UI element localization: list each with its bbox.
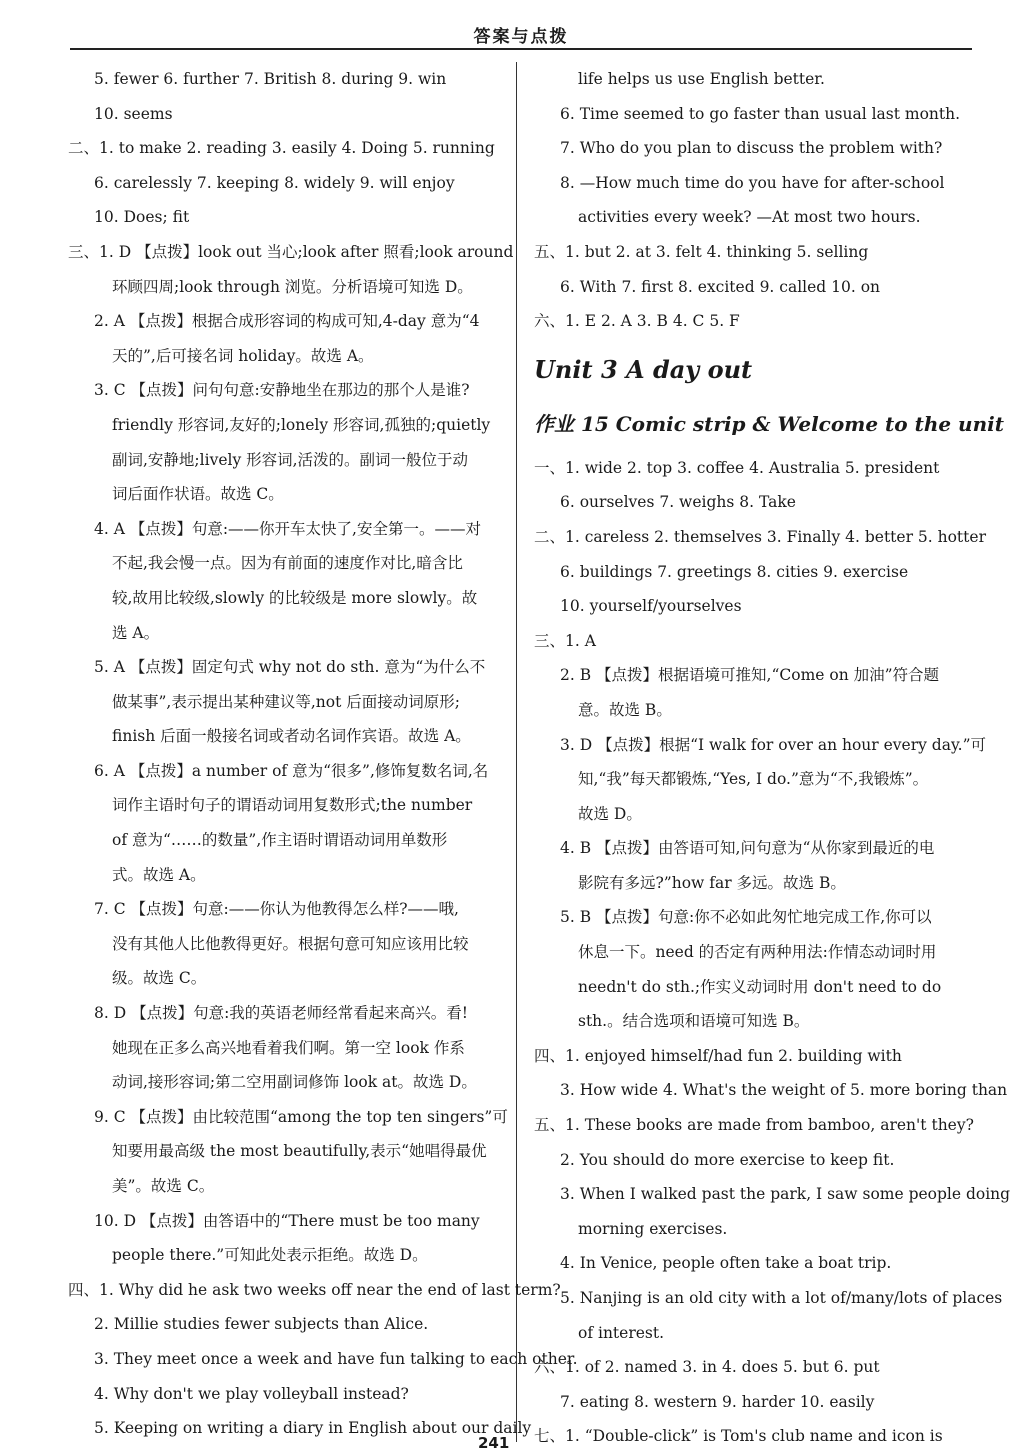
right-column-top-answers <box>534 62 974 339</box>
answer-line: 6. buildings 7. greetings 8. cities 9. exercise <box>560 562 909 581</box>
answer-line: 意。故选 B。 <box>578 700 672 719</box>
answer-line: 8. —How much time do you have for after-school <box>560 173 945 192</box>
answer-line: 三、1. D 【点拨】look out 当心;look after 照看;look around <box>68 242 514 261</box>
answer-line: 副词,安静地;lively 形容词,活泼的。副词一般位于动 <box>112 450 469 469</box>
answer-line: 二、1. to make 2. reading 3. easily 4. Doing 5. running <box>68 139 495 158</box>
unit-title: Unit 3 A day out <box>534 354 753 384</box>
answer-line: life helps us use English better. <box>578 70 825 88</box>
answer-line: 式。故选 A。 <box>112 865 206 884</box>
answer-line: 4. In Venice, people often take a boat trip. <box>560 1254 892 1273</box>
answer-line: 选 A。 <box>112 623 160 642</box>
answer-line: 5. A 【点拨】固定句式 why not do sth. 意为“为什么不 <box>94 658 486 677</box>
answer-line: 6. Time seemed to go faster than usual last month. <box>560 104 961 123</box>
answer-line: 级。故选 C。 <box>112 969 207 988</box>
answer-line: 4. B 【点拨】由答语可知,问句意为“从你家到最近的电 <box>560 839 935 858</box>
answer-line: 五、1. but 2. at 3. felt 4. thinking 5. selling <box>534 242 869 261</box>
answer-line: 天的”,后可接名词 holiday。故选 A。 <box>112 346 374 365</box>
answer-line: 没有其他人比他教得更好。根据句意可知应该用比较 <box>112 934 469 953</box>
answer-line: 5. Keeping on writing a diary in English about our daily <box>94 1419 532 1438</box>
answer-line: 6. A 【点拨】a number of 意为“很多”,修饰复数名词,名 <box>94 761 489 780</box>
answer-line: 10. D 【点拨】由答语中的“There must be too many <box>94 1211 480 1230</box>
answer-line: activities every week? —At most two hours. <box>578 208 921 227</box>
answer-line: 动词,接形容词;第二空用副词修饰 look at。故选 D。 <box>112 1073 477 1092</box>
column-divider <box>516 62 517 1442</box>
answer-line: 3. C 【点拨】问句句意:安静地坐在那边的那个人是谁? <box>94 381 470 400</box>
answer-line: 5. B 【点拨】句意:你不必如此匆忙地完成工作,你可以 <box>560 908 932 927</box>
answer-line: 七、1. “Double-click” is Tom's club name and icon is <box>534 1427 943 1446</box>
answer-line: 四、1. Why did he ask two weeks off near the end of last term? <box>68 1280 561 1299</box>
answer-line: 2. Millie studies fewer subjects than Alice. <box>94 1315 429 1334</box>
answer-line: 她现在正多么高兴地看着我们啊。第一空 look 作系 <box>112 1038 465 1057</box>
answer-line: 三、1. A <box>534 631 596 650</box>
homework-title: 作业 15 Comic strip & Welcome to the unit <box>534 411 1004 436</box>
answer-line: 3. D 【点拨】根据“I walk for over an hour every day.”可 <box>560 735 987 754</box>
header-divider <box>70 48 972 50</box>
answer-line: 7. eating 8. western 9. harder 10. easily <box>560 1392 875 1411</box>
answer-line: 2. B 【点拨】根据语境可推知,“Come on 加油”符合题 <box>560 666 940 685</box>
page-header-title: 答案与点拨 <box>473 27 569 47</box>
answer-line: friendly 形容词,友好的;lonely 形容词,孤独的;quietly <box>112 415 491 434</box>
answer-line: 五、1. These books are made from bamboo, aren't they? <box>534 1116 974 1135</box>
answer-line: 6. carelessly 7. keeping 8. widely 9. will enjoy <box>94 173 455 192</box>
answer-line: 6. ourselves 7. weighs 8. Take <box>560 493 796 512</box>
answer-line: of interest. <box>578 1323 665 1342</box>
answer-line: 做某事”,表示提出某种建议等,not 后面接动词原形; <box>112 692 460 711</box>
answer-line: 不起,我会慢一点。因为有前面的速度作对比,暗含比 <box>112 554 463 573</box>
answer-line: 7. Who do you plan to discuss the problem with? <box>560 139 943 158</box>
answer-line: 环顾四周;look through 浏览。分析语境可知选 D。 <box>112 277 473 296</box>
answer-line: needn't do sth.;作实义动词时用 don't need to do <box>578 977 942 996</box>
answer-line: 5. fewer 6. further 7. British 8. during 9. win <box>94 70 447 88</box>
answer-line: 3. How wide 4. What's the weight of 5. more boring than <box>560 1081 1008 1100</box>
answer-line: morning exercises. <box>578 1219 728 1238</box>
answer-line: 词后面作状语。故选 C。 <box>112 485 284 504</box>
right-column <box>534 62 1010 1454</box>
answer-line: 知要用最高级 the most beautifully,表示“她唱得最优 <box>112 1142 487 1161</box>
answer-line: finish 后面一般接名词或者动名词作宾语。故选 A。 <box>112 727 471 746</box>
answer-line: 影院有多远?”how far 多远。故选 B。 <box>578 873 846 892</box>
answer-line: 6. With 7. first 8. excited 9. called 10. on <box>560 277 881 296</box>
answer-line: 词作主语时句子的谓语动词用复数形式;the number <box>112 796 473 815</box>
answer-line: 六、1. of 2. named 3. in 4. does 5. but 6. put <box>534 1358 880 1377</box>
answer-line: 8. D 【点拨】句意:我的英语老师经常看起来高兴。看! <box>94 1004 469 1023</box>
answer-line: 10. yourself/yourselves <box>560 597 742 616</box>
answer-line: 3. They meet once a week and have fun talking to each other. <box>94 1349 578 1368</box>
answer-line: 10. Does; fit <box>94 208 190 227</box>
answer-line: 4. Why don't we play volleyball instead? <box>94 1384 409 1403</box>
answer-line: 休息一下。need 的否定有两种用法:作情态动词时用 <box>578 943 937 962</box>
answer-line: 10. seems <box>94 104 173 123</box>
answer-line: 四、1. enjoyed himself/had fun 2. building with <box>534 1046 902 1065</box>
answer-line: 一、1. wide 2. top 3. coffee 4. Australia 5. president <box>534 458 940 477</box>
answer-line: 美”。故选 C。 <box>112 1177 215 1195</box>
answer-line: 六、1. E 2. A 3. B 4. C 5. F <box>534 312 740 331</box>
answer-line: 故选 D。 <box>578 804 642 823</box>
answer-line: 5. Nanjing is an old city with a lot of/many/lots of places <box>560 1289 1003 1307</box>
right-column-unit3-answers <box>534 451 1010 1454</box>
answer-line: 较,故用比较级,slowly 的比较级是 more slowly。故 <box>112 588 478 607</box>
answer-line: 二、1. careless 2. themselves 3. Finally 4. better 5. hotter <box>534 527 986 546</box>
answer-line: 3. When I walked past the park, I saw some people doing <box>560 1185 1010 1204</box>
answer-line: 知,“我”每天都锻炼,“Yes, I do.”意为“不,我锻炼”。 <box>578 770 929 789</box>
answer-line: 9. C 【点拨】由比较范围“among the top ten singers”可 <box>94 1107 508 1126</box>
answer-line: people there.”可知此处表示拒绝。故选 D。 <box>112 1246 428 1265</box>
answer-line: sth.。结合选项和语境可知选 B。 <box>578 1012 810 1031</box>
page-number: 241 <box>478 1434 510 1452</box>
answer-line: 4. A 【点拨】句意:——你开车太快了,安全第一。——对 <box>94 519 481 538</box>
answer-line: of 意为“……的数量”,作主语时谓语动词用单数形 <box>112 831 448 850</box>
answer-line: 2. You should do more exercise to keep fit. <box>560 1150 895 1169</box>
answer-line: 2. A 【点拨】根据合成形容词的构成可知,4-day 意为“4 <box>94 312 480 331</box>
answer-line: 7. C 【点拨】句意:——你认为他教得怎么样?——哦, <box>94 900 459 919</box>
